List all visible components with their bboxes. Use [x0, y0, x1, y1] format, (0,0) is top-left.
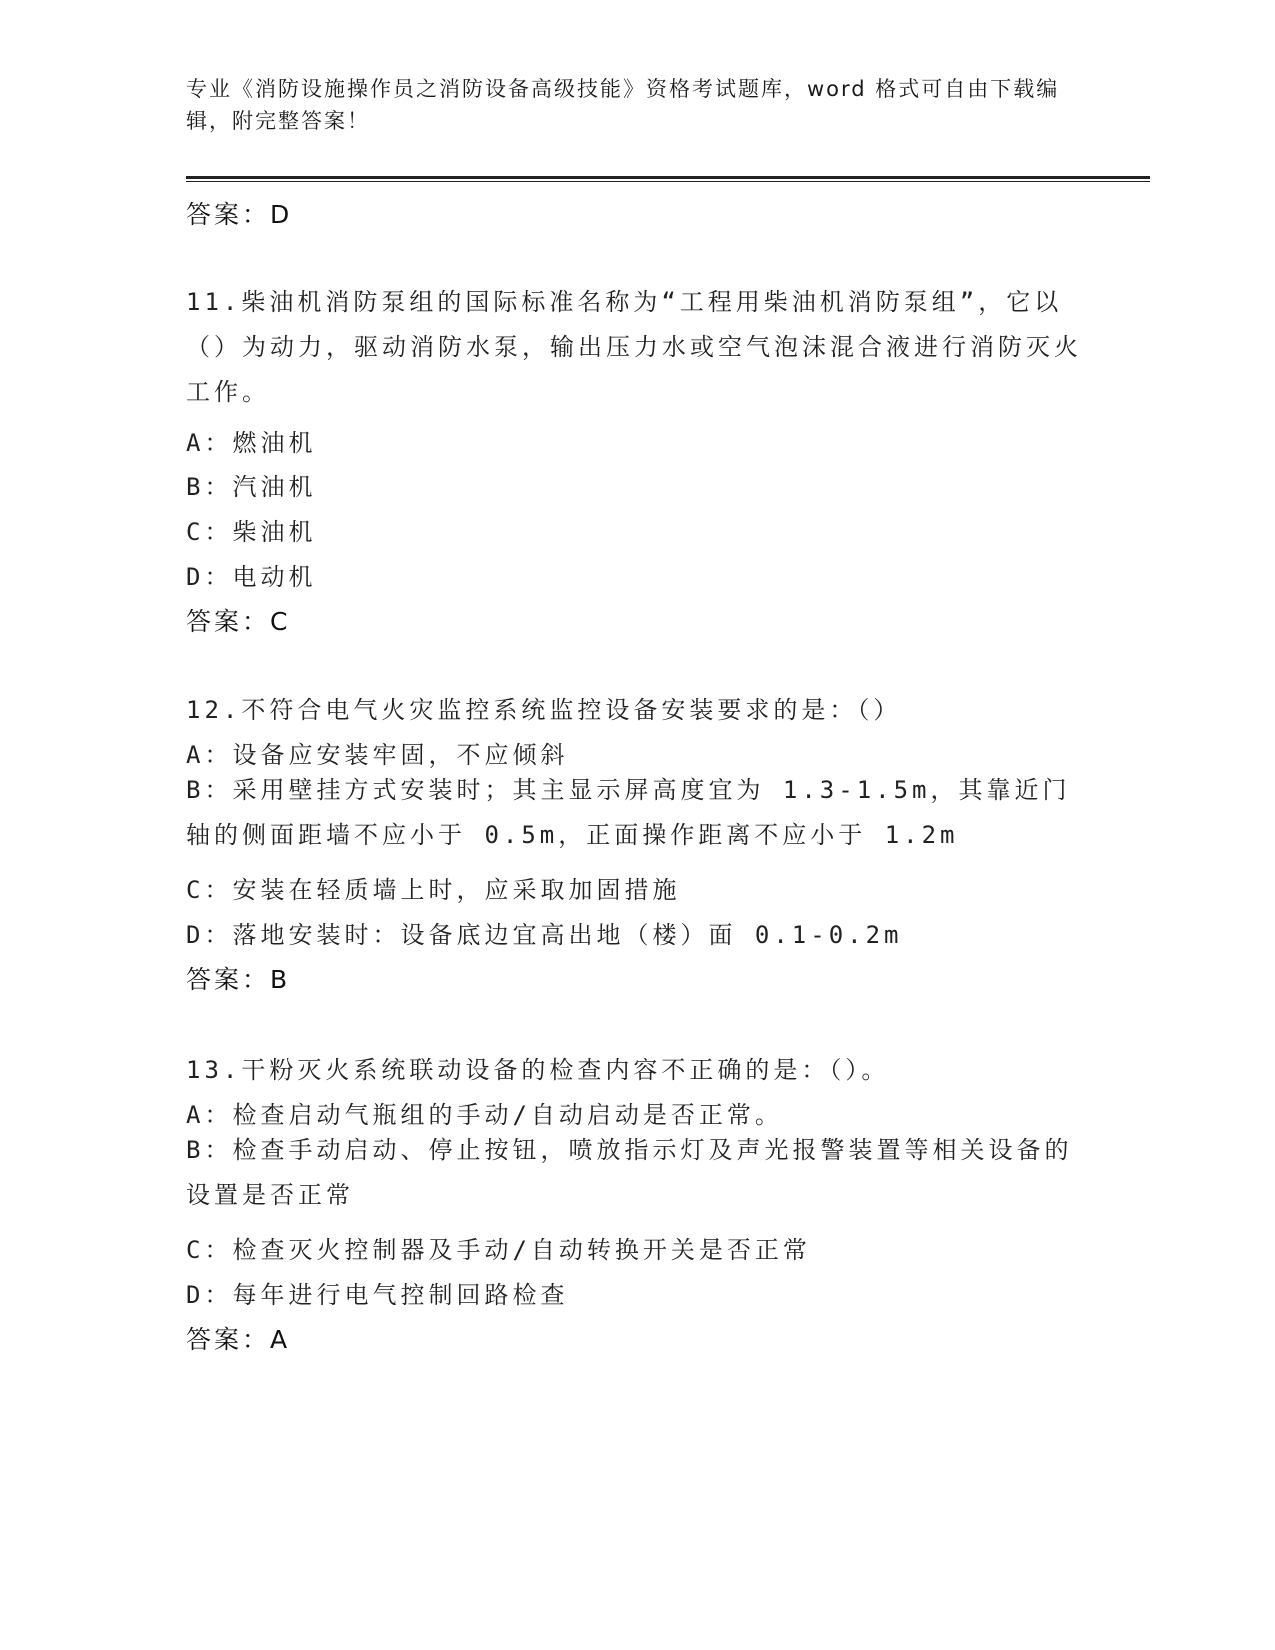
question-13-stem: 13.干粉灭火系统联动设备的检查内容不正确的是：（）。: [186, 1056, 890, 1084]
question-11-option-d: D：电动机: [186, 563, 317, 591]
question-12-option-c: C：安装在轻质墙上时，应采取加固措施: [186, 876, 681, 904]
question-13-option-c: C：检查灭火控制器及手动/自动转换开关是否正常: [186, 1236, 811, 1264]
question-13-option-a: A：检查启动气瓶组的手动/自动启动是否正常。: [186, 1101, 783, 1129]
question-12-stem: 12.不符合电气火灾监控系统监控设备安装要求的是：（）: [186, 696, 902, 724]
question-11-stem: 11.柴油机消防泵组的国际标准名称为“工程用柴油机消防泵组”，它以（）为动力，驱动消防水泵，输出压力水或空气泡沫混合液进行消防灭火工作。: [186, 288, 1082, 406]
document-header: 专业《消防设施操作员之消防设备高级技能》资格考试题库，word 格式可自由下载编辑，附完整答案！: [186, 77, 1060, 133]
question-13-answer: 答案：A: [186, 1325, 291, 1354]
question-12-answer: 答案：B: [186, 965, 291, 994]
question-12-option-d: D：落地安装时：设备底边宜高出地（楼）面 0.1-0.2m: [186, 921, 903, 949]
question-11-answer: 答案：C: [186, 607, 291, 636]
question-13-option-d: D：每年进行电气控制回路检查: [186, 1281, 569, 1309]
question-12-option-a: A：设备应安装牢固，不应倾斜: [186, 741, 569, 769]
answer-prev: 答案：D: [186, 200, 293, 229]
question-11-option-a: A：燃油机: [186, 429, 317, 457]
question-13-option-b: B：检查手动启动、停止按钮，喷放指示灯及声光报警装置等相关设备的设置是否正常: [186, 1136, 1073, 1209]
header-rule-thick: [186, 176, 1150, 179]
question-12-option-b: B：采用壁挂方式安装时；其主显示屏高度宜为 1.3-1.5m，其靠近门轴的侧面距墙不应小于 0.5m，正面操作距离不应小于 1.2m: [186, 776, 1071, 849]
question-11-option-b: B：汽油机: [186, 473, 317, 501]
header-rule-thin: [186, 181, 1150, 182]
question-11-option-c: C：柴油机: [186, 518, 317, 546]
